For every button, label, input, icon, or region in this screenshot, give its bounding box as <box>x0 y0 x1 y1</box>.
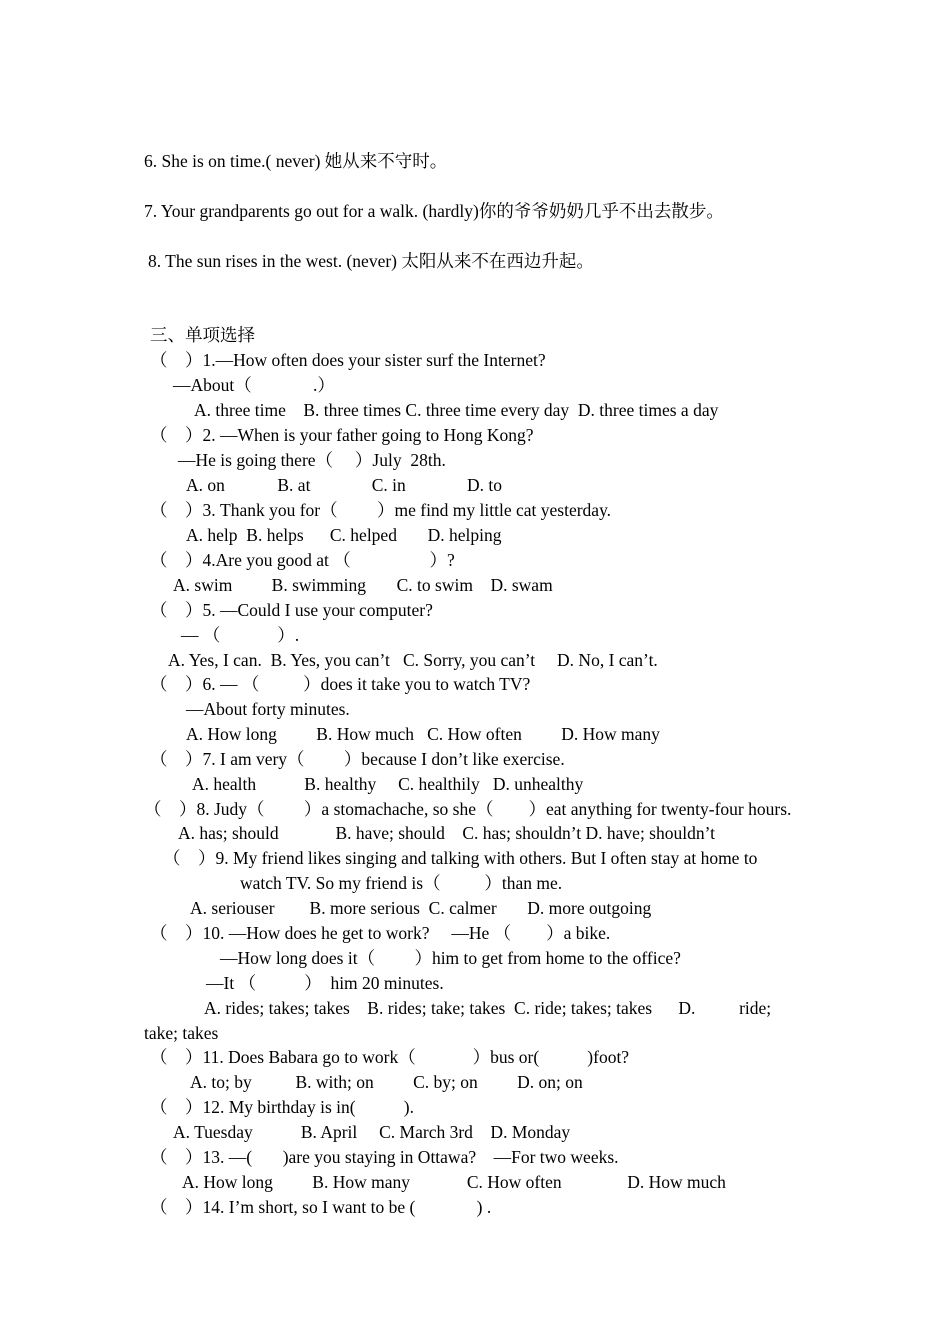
question-1-answer: —About（ .） <box>173 375 335 395</box>
question-5-options: A. Yes, I can. B. Yes, you can’t C. Sorry, you can’t D. No, I can’t. <box>168 650 658 670</box>
question-11-options: A. to; by B. with; on C. by; on D. on; on <box>190 1072 583 1092</box>
question-3-options: A. help B. helps C. helped D. helping <box>186 525 502 545</box>
question-11: （ ）11. Does Babara go to work（ ）bus or( )foot? <box>150 1047 630 1067</box>
section-heading: 三、单项选择 <box>150 325 255 345</box>
question-9-options: A. seriouser B. more serious C. calmer D. more outgoing <box>190 898 652 918</box>
question-10-options: A. rides; takes; takes B. rides; take; takes C. ride; takes; takes D. ride; <box>204 998 772 1018</box>
question-4-options: A. swim B. swimming C. to swim D. swam <box>173 575 553 595</box>
question-9-continued: watch TV. So my friend is（ ）than me. <box>240 873 563 893</box>
question-10-line-2: —How long does it（ ）him to get from home to the office? <box>220 948 681 968</box>
sentence-7: 7. Your grandparents go out for a walk. (hardly)你的爷爷奶奶几乎不出去散步。 <box>144 201 724 221</box>
question-1: （ ）1.—How often does your sister surf the Internet? <box>150 350 546 370</box>
question-5: （ ）5. —Could I use your computer? <box>150 600 433 620</box>
question-8: （ ）8. Judy（ ）a stomachache, so she（ ）eat anything for twenty-four hours. <box>144 799 792 819</box>
question-7-options: A. health B. healthy C. healthily D. unhealthy <box>192 774 584 794</box>
question-2: （ ）2. —When is your father going to Hong Kong? <box>150 425 534 445</box>
question-8-options: A. has; should B. have; should C. has; shouldn’t D. have; shouldn’t <box>178 823 715 843</box>
sentence-6: 6. She is on time.( never) 她从来不守时。 <box>144 151 448 171</box>
question-2-options: A. on B. at C. in D. to <box>186 475 502 495</box>
question-5-answer: — （ ）. <box>181 625 300 645</box>
question-4: （ ）4.Are you good at （ ）? <box>150 550 455 570</box>
question-1-options: A. three time B. three times C. three time every day D. three times a day <box>194 400 719 420</box>
question-10-line-3: —It （ ） him 20 minutes. <box>206 973 444 993</box>
question-9: （ ）9. My friend likes singing and talking with others. But I often stay at home to <box>163 848 758 868</box>
question-12: （ ）12. My birthday is in( ). <box>150 1097 414 1117</box>
question-6: （ ）6. — （ ）does it take you to watch TV? <box>150 674 531 694</box>
question-12-options: A. Tuesday B. April C. March 3rd D. Monday <box>173 1122 571 1142</box>
question-2-answer: —He is going there（ ）July 28th. <box>178 450 446 470</box>
question-6-options: A. How long B. How much C. How often D. How many <box>186 724 660 744</box>
question-3: （ ）3. Thank you for（ ）me find my little cat yesterday. <box>150 500 612 520</box>
question-13: （ ）13. —( )are you staying in Ottawa? —For two weeks. <box>150 1147 619 1167</box>
question-14: （ ）14. I’m short, so I want to be ( ) . <box>150 1197 492 1217</box>
question-7: （ ）7. I am very（ ）because I don’t like exercise. <box>150 749 565 769</box>
question-10-options-wrap: take; takes <box>144 1023 219 1043</box>
question-13-options: A. How long B. How many C. How often D. How much <box>182 1172 726 1192</box>
question-10: （ ）10. —How does he get to work? —He （ ）a bike. <box>150 923 611 943</box>
question-6-answer: —About forty minutes. <box>186 699 350 719</box>
sentence-8: 8. The sun rises in the west. (never) 太阳从来不在西边升起。 <box>148 251 594 271</box>
